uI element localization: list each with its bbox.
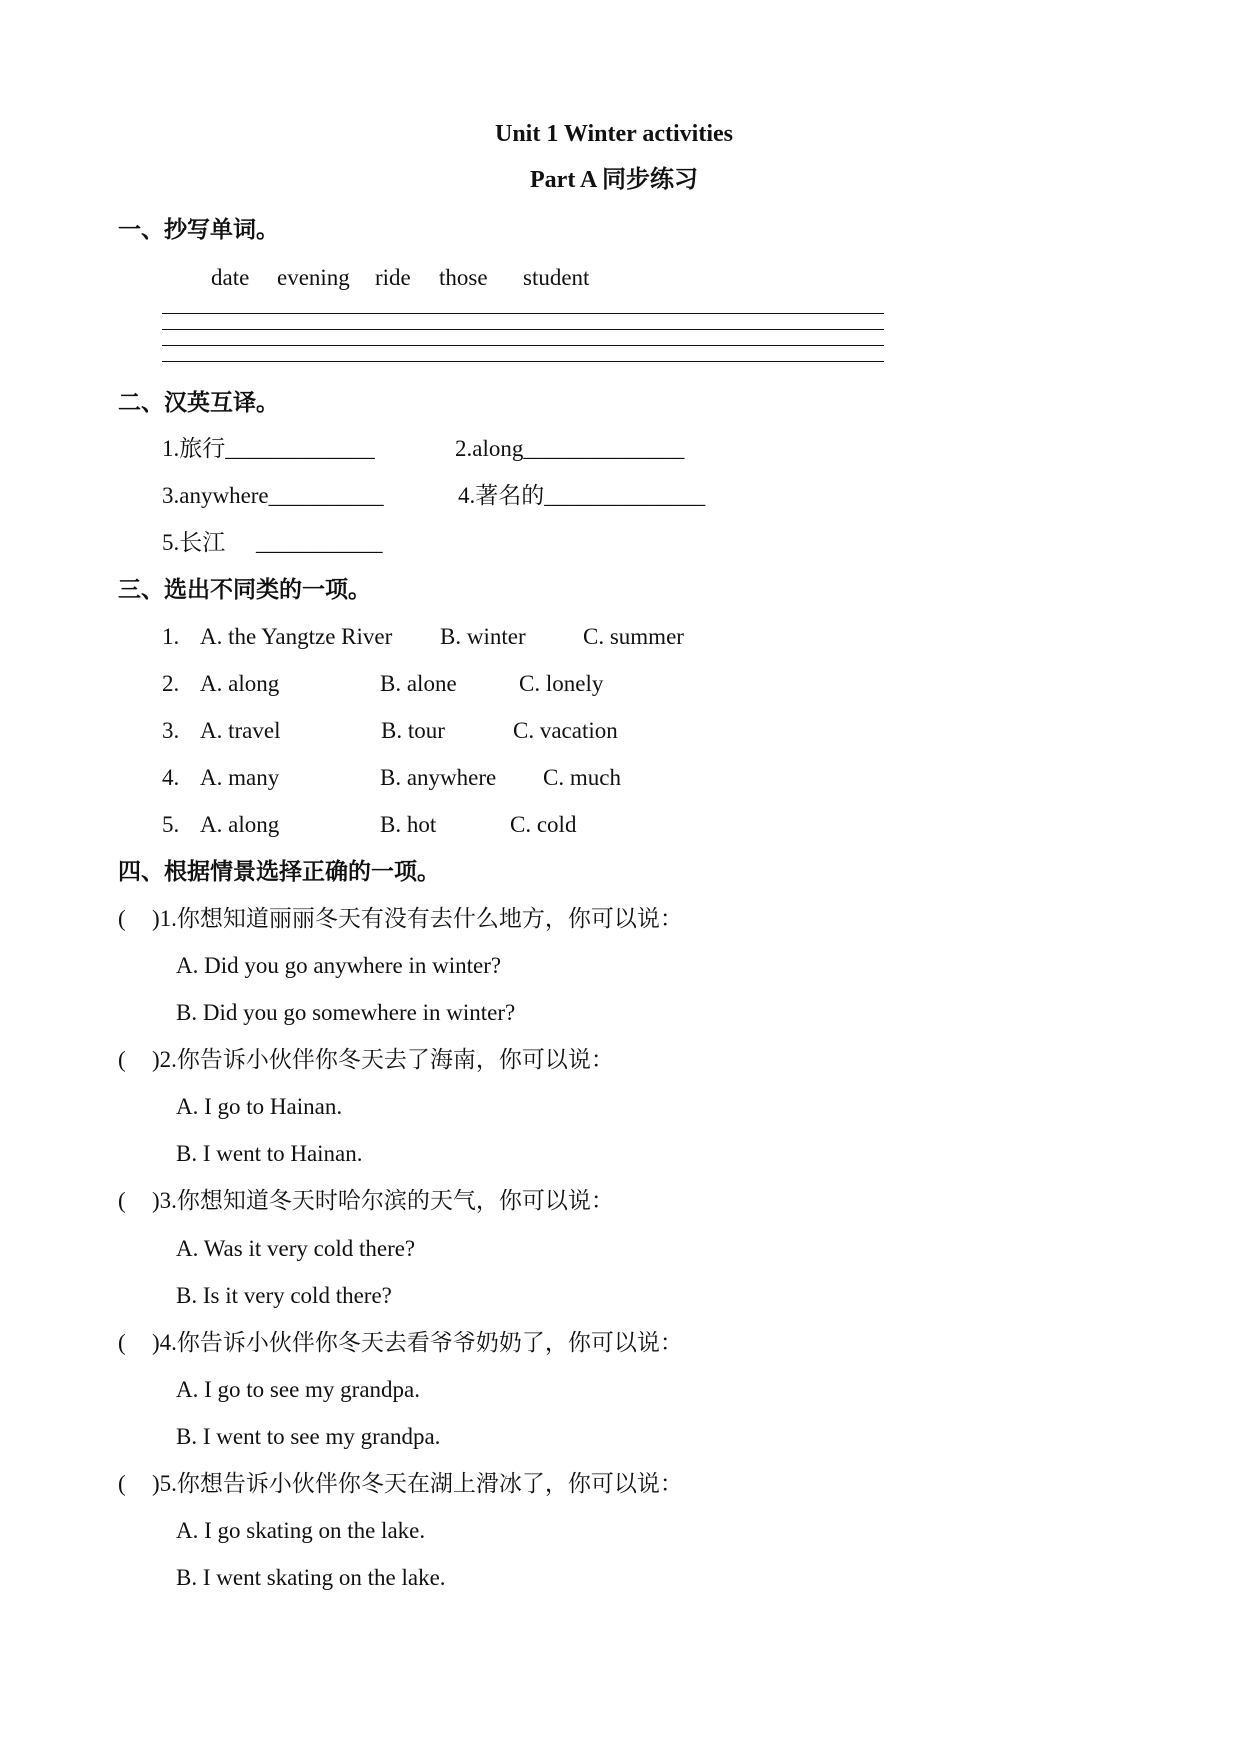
question-text: )3.你想知道冬天时哈尔滨的天气，你可以说： — [152, 1188, 614, 1213]
option-b: B. I went to see my grandpa. — [176, 1424, 441, 1449]
word-item: those — [439, 265, 488, 290]
question-number: 3. — [162, 718, 180, 743]
option-c: C. lonely — [519, 671, 604, 696]
question-text: )2.你告诉小伙伴你冬天去了海南，你可以说： — [152, 1047, 614, 1072]
section-1-heading: 一、抄写单词。 — [118, 217, 279, 242]
writing-line[interactable] — [162, 313, 884, 314]
option-b: B. Is it very cold there? — [176, 1283, 392, 1308]
translation-item: 1.旅行_____________ — [162, 436, 375, 461]
option-a: A. the Yangtze River — [200, 624, 393, 649]
option-a: A. I go to see my grandpa. — [176, 1377, 420, 1402]
writing-line[interactable] — [162, 361, 884, 362]
word-item: evening — [277, 265, 350, 290]
option-a: A. many — [200, 765, 280, 790]
option-b: B. I went skating on the lake. — [176, 1565, 446, 1590]
answer-blank: ___________ — [256, 530, 383, 555]
question-text: )1.你想知道丽丽冬天有没有去什么地方，你可以说： — [152, 906, 683, 931]
option-c: C. much — [543, 765, 621, 790]
translation-item: 3.anywhere__________ — [162, 483, 384, 508]
option-b: B. winter — [440, 624, 526, 649]
question-number: 4. — [162, 765, 180, 790]
question-number: 2. — [162, 671, 180, 696]
word-item: student — [523, 265, 590, 290]
option-b: B. tour — [381, 718, 445, 743]
option-a: A. Was it very cold there? — [176, 1236, 416, 1261]
option-a: A. I go skating on the lake. — [176, 1518, 426, 1543]
translation-item: 2.along______________ — [455, 436, 685, 461]
option-a: A. I go to Hainan. — [176, 1094, 343, 1119]
option-c: C. vacation — [513, 718, 618, 743]
option-b: B. alone — [380, 671, 457, 696]
option-c: C. cold — [510, 812, 577, 837]
writing-line[interactable] — [162, 329, 884, 330]
option-c: C. summer — [583, 624, 684, 649]
question-text: )4.你告诉小伙伴你冬天去看爷爷奶奶了，你可以说： — [152, 1330, 683, 1355]
option-a: A. along — [200, 671, 280, 696]
option-a: A. Did you go anywhere in winter? — [176, 953, 502, 978]
answer-paren: ( — [118, 1330, 126, 1355]
writing-line[interactable] — [162, 345, 884, 346]
question-text: )5.你想告诉小伙伴你冬天在湖上滑冰了，你可以说： — [152, 1471, 683, 1496]
section-2-heading: 二、汉英互译。 — [118, 390, 279, 415]
section-3-heading: 三、选出不同类的一项。 — [118, 577, 371, 602]
option-a: A. travel — [200, 718, 281, 743]
option-a: A. along — [200, 812, 280, 837]
question-number: 5. — [162, 812, 180, 837]
answer-paren: ( — [118, 906, 126, 931]
page-title: Unit 1 Winter activities — [495, 121, 733, 147]
word-item: ride — [375, 265, 411, 290]
answer-paren: ( — [118, 1188, 126, 1213]
page-subtitle: Part A 同步练习 — [530, 167, 698, 193]
question-number: 1. — [162, 624, 180, 649]
translation-item: 5.长江 — [162, 530, 226, 555]
option-b: B. anywhere — [380, 765, 497, 790]
option-b: B. I went to Hainan. — [176, 1141, 363, 1166]
option-b: B. Did you go somewhere in winter? — [176, 1000, 516, 1025]
section-4-heading: 四、根据情景选择正确的一项。 — [118, 859, 440, 884]
answer-paren: ( — [118, 1471, 126, 1496]
translation-item: 4.著名的______________ — [458, 483, 706, 508]
answer-paren: ( — [118, 1047, 126, 1072]
word-item: date — [211, 265, 250, 290]
option-b: B. hot — [380, 812, 437, 837]
